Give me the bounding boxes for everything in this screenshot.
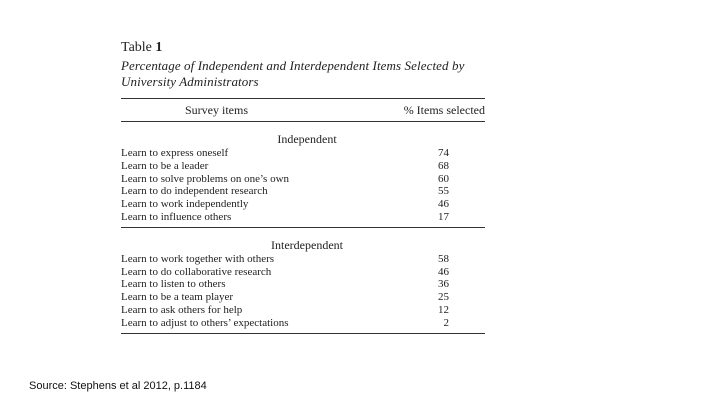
group-title: Independent bbox=[277, 132, 337, 146]
row-value: 17 bbox=[438, 210, 449, 223]
row-item: Learn to influence others bbox=[121, 210, 232, 223]
table-row bbox=[121, 304, 485, 317]
table-row bbox=[121, 147, 485, 160]
row-item: Learn to adjust to others’ expectations bbox=[121, 316, 289, 329]
row-value: 36 bbox=[438, 278, 449, 291]
bottom-rule bbox=[121, 333, 485, 334]
caption-line-2: University Administrators bbox=[121, 74, 259, 89]
caption-line-1: Percentage of Independent and Interdependent Items Selected by bbox=[121, 58, 465, 73]
row-value: 55 bbox=[438, 185, 449, 198]
row-item: Learn to work together with others bbox=[121, 252, 275, 265]
group-title: Interdependent bbox=[271, 237, 343, 252]
source-citation: Source: Stephens et al 2012, p.1184 bbox=[29, 380, 207, 392]
table-label-text: Table bbox=[121, 40, 152, 55]
table-row bbox=[121, 317, 485, 330]
row-item: Learn to ask others for help bbox=[121, 303, 243, 316]
row-value: 25 bbox=[438, 291, 449, 304]
row-value: 12 bbox=[438, 303, 449, 316]
table-row bbox=[121, 266, 485, 279]
table-row bbox=[121, 278, 485, 291]
table-header bbox=[121, 99, 485, 121]
row-item: Learn to work independently bbox=[121, 198, 249, 211]
row-value: 60 bbox=[438, 172, 449, 185]
row-item: Learn to express oneself bbox=[121, 147, 229, 159]
table-row bbox=[121, 160, 485, 173]
group-independent bbox=[121, 122, 485, 227]
column-header-survey-items: Survey items bbox=[185, 103, 248, 117]
row-value: 68 bbox=[438, 159, 449, 172]
column-header-percent: % Items selected bbox=[403, 103, 485, 117]
row-value: 58 bbox=[438, 252, 449, 265]
table-row bbox=[121, 185, 485, 198]
row-value: 46 bbox=[438, 265, 449, 278]
row-value: 46 bbox=[438, 198, 449, 211]
row-value: 2 bbox=[443, 316, 449, 329]
table-number: 1 bbox=[155, 40, 163, 55]
table-row bbox=[121, 211, 485, 224]
table-row bbox=[121, 253, 485, 266]
table-figure bbox=[121, 40, 485, 334]
row-value: 74 bbox=[438, 147, 449, 159]
table-caption bbox=[121, 58, 485, 90]
row-item: Learn to do collaborative research bbox=[121, 265, 272, 278]
row-item: Learn to be a team player bbox=[121, 291, 234, 304]
table-row bbox=[121, 291, 485, 304]
row-item: Learn to solve problems on one’s own bbox=[121, 172, 290, 185]
row-item: Learn to do independent research bbox=[121, 185, 268, 198]
row-item: Learn to listen to others bbox=[121, 278, 226, 291]
row-item: Learn to be a leader bbox=[121, 159, 209, 172]
table-row bbox=[121, 198, 485, 211]
table-label bbox=[121, 40, 485, 56]
table-row bbox=[121, 173, 485, 186]
group-interdependent bbox=[121, 228, 485, 333]
